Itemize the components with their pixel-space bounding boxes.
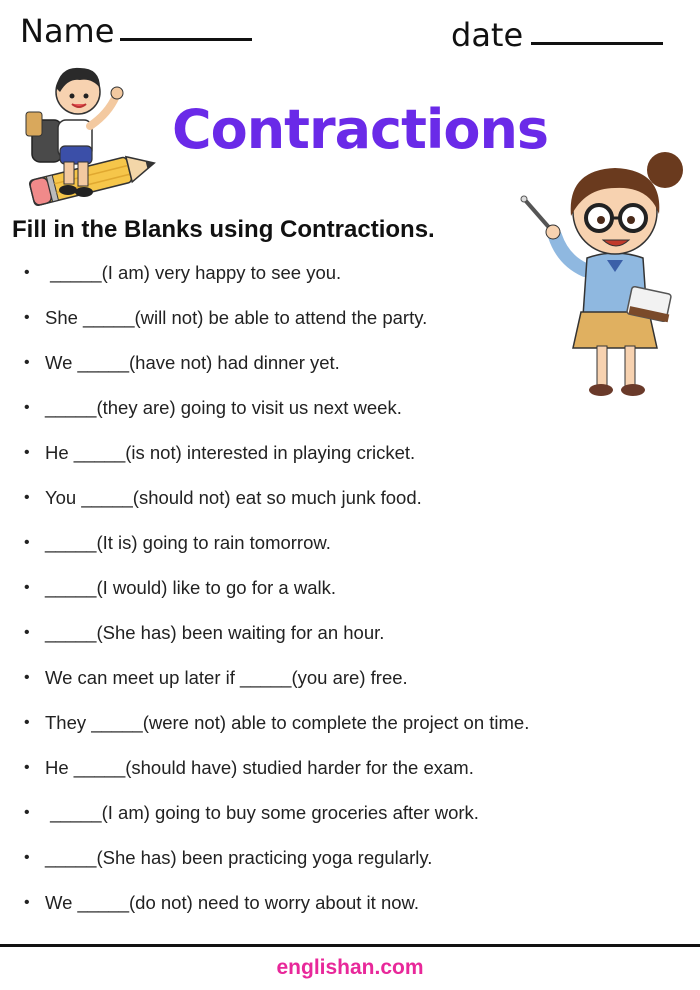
list-item[interactable] xyxy=(24,622,644,667)
bullet: • xyxy=(24,309,30,326)
list-item[interactable] xyxy=(24,847,644,892)
bullet: • xyxy=(24,849,30,866)
bullet: • xyxy=(24,894,30,911)
list-item[interactable] xyxy=(24,442,644,487)
list-item[interactable] xyxy=(24,802,644,847)
date-line[interactable] xyxy=(531,42,663,45)
bullet: • xyxy=(24,444,30,461)
question-list xyxy=(24,262,644,937)
question-text: _____(I am) very happy to see you. xyxy=(45,262,342,283)
list-item[interactable] xyxy=(24,532,644,577)
list-item[interactable] xyxy=(24,487,644,532)
question-text: We _____(do not) need to worry about it now. xyxy=(45,892,420,913)
question-text: _____(It is) going to rain tomorrow. xyxy=(45,532,331,553)
name-line[interactable] xyxy=(120,38,252,41)
bullet: • xyxy=(24,714,30,731)
question-text: We _____(have not) had dinner yet. xyxy=(45,352,340,373)
footer-website: englishan.com xyxy=(276,956,424,979)
question-text: He _____(is not) interested in playing cricket. xyxy=(45,442,416,463)
bullet: • xyxy=(24,399,30,416)
list-item[interactable] xyxy=(24,667,644,712)
bullet: • xyxy=(24,489,30,506)
name-label: Name xyxy=(20,12,115,50)
bullet: • xyxy=(24,579,30,596)
footer-divider xyxy=(0,944,700,947)
boy-on-pencil-illustration xyxy=(20,58,162,210)
bullet: • xyxy=(24,534,30,551)
question-text: _____(I am) going to buy some groceries after work. xyxy=(45,802,479,823)
list-item[interactable] xyxy=(24,262,644,307)
bullet: • xyxy=(24,804,30,821)
question-text: _____(I would) like to go for a walk. xyxy=(45,577,337,598)
page-title: Contractions xyxy=(172,98,549,161)
bullet: • xyxy=(24,354,30,371)
question-text: They _____(were not) able to complete the project on time. xyxy=(45,712,530,733)
date-label: date xyxy=(451,16,524,54)
question-text: You _____(should not) eat so much junk food. xyxy=(45,487,422,508)
list-item[interactable] xyxy=(24,577,644,622)
instructions-heading: Fill in the Blanks using Contractions. xyxy=(12,216,435,243)
list-item[interactable] xyxy=(24,352,644,397)
list-item[interactable] xyxy=(24,397,644,442)
bullet: • xyxy=(24,759,30,776)
question-text: We can meet up later if _____(you are) free. xyxy=(45,667,408,688)
question-text: She _____(will not) be able to attend the party. xyxy=(45,307,428,328)
question-text: _____(She has) been waiting for an hour. xyxy=(45,622,385,643)
question-text: He _____(should have) studied harder for the exam. xyxy=(45,757,474,778)
list-item[interactable] xyxy=(24,757,644,802)
bullet: • xyxy=(24,624,30,641)
list-item[interactable] xyxy=(24,712,644,757)
question-text: _____(they are) going to visit us next week. xyxy=(45,397,402,418)
bullet: • xyxy=(24,669,30,686)
list-item[interactable] xyxy=(24,307,644,352)
bullet: • xyxy=(24,264,30,281)
list-item[interactable] xyxy=(24,892,644,937)
question-text: _____(She has) been practicing yoga regularly. xyxy=(45,847,433,868)
